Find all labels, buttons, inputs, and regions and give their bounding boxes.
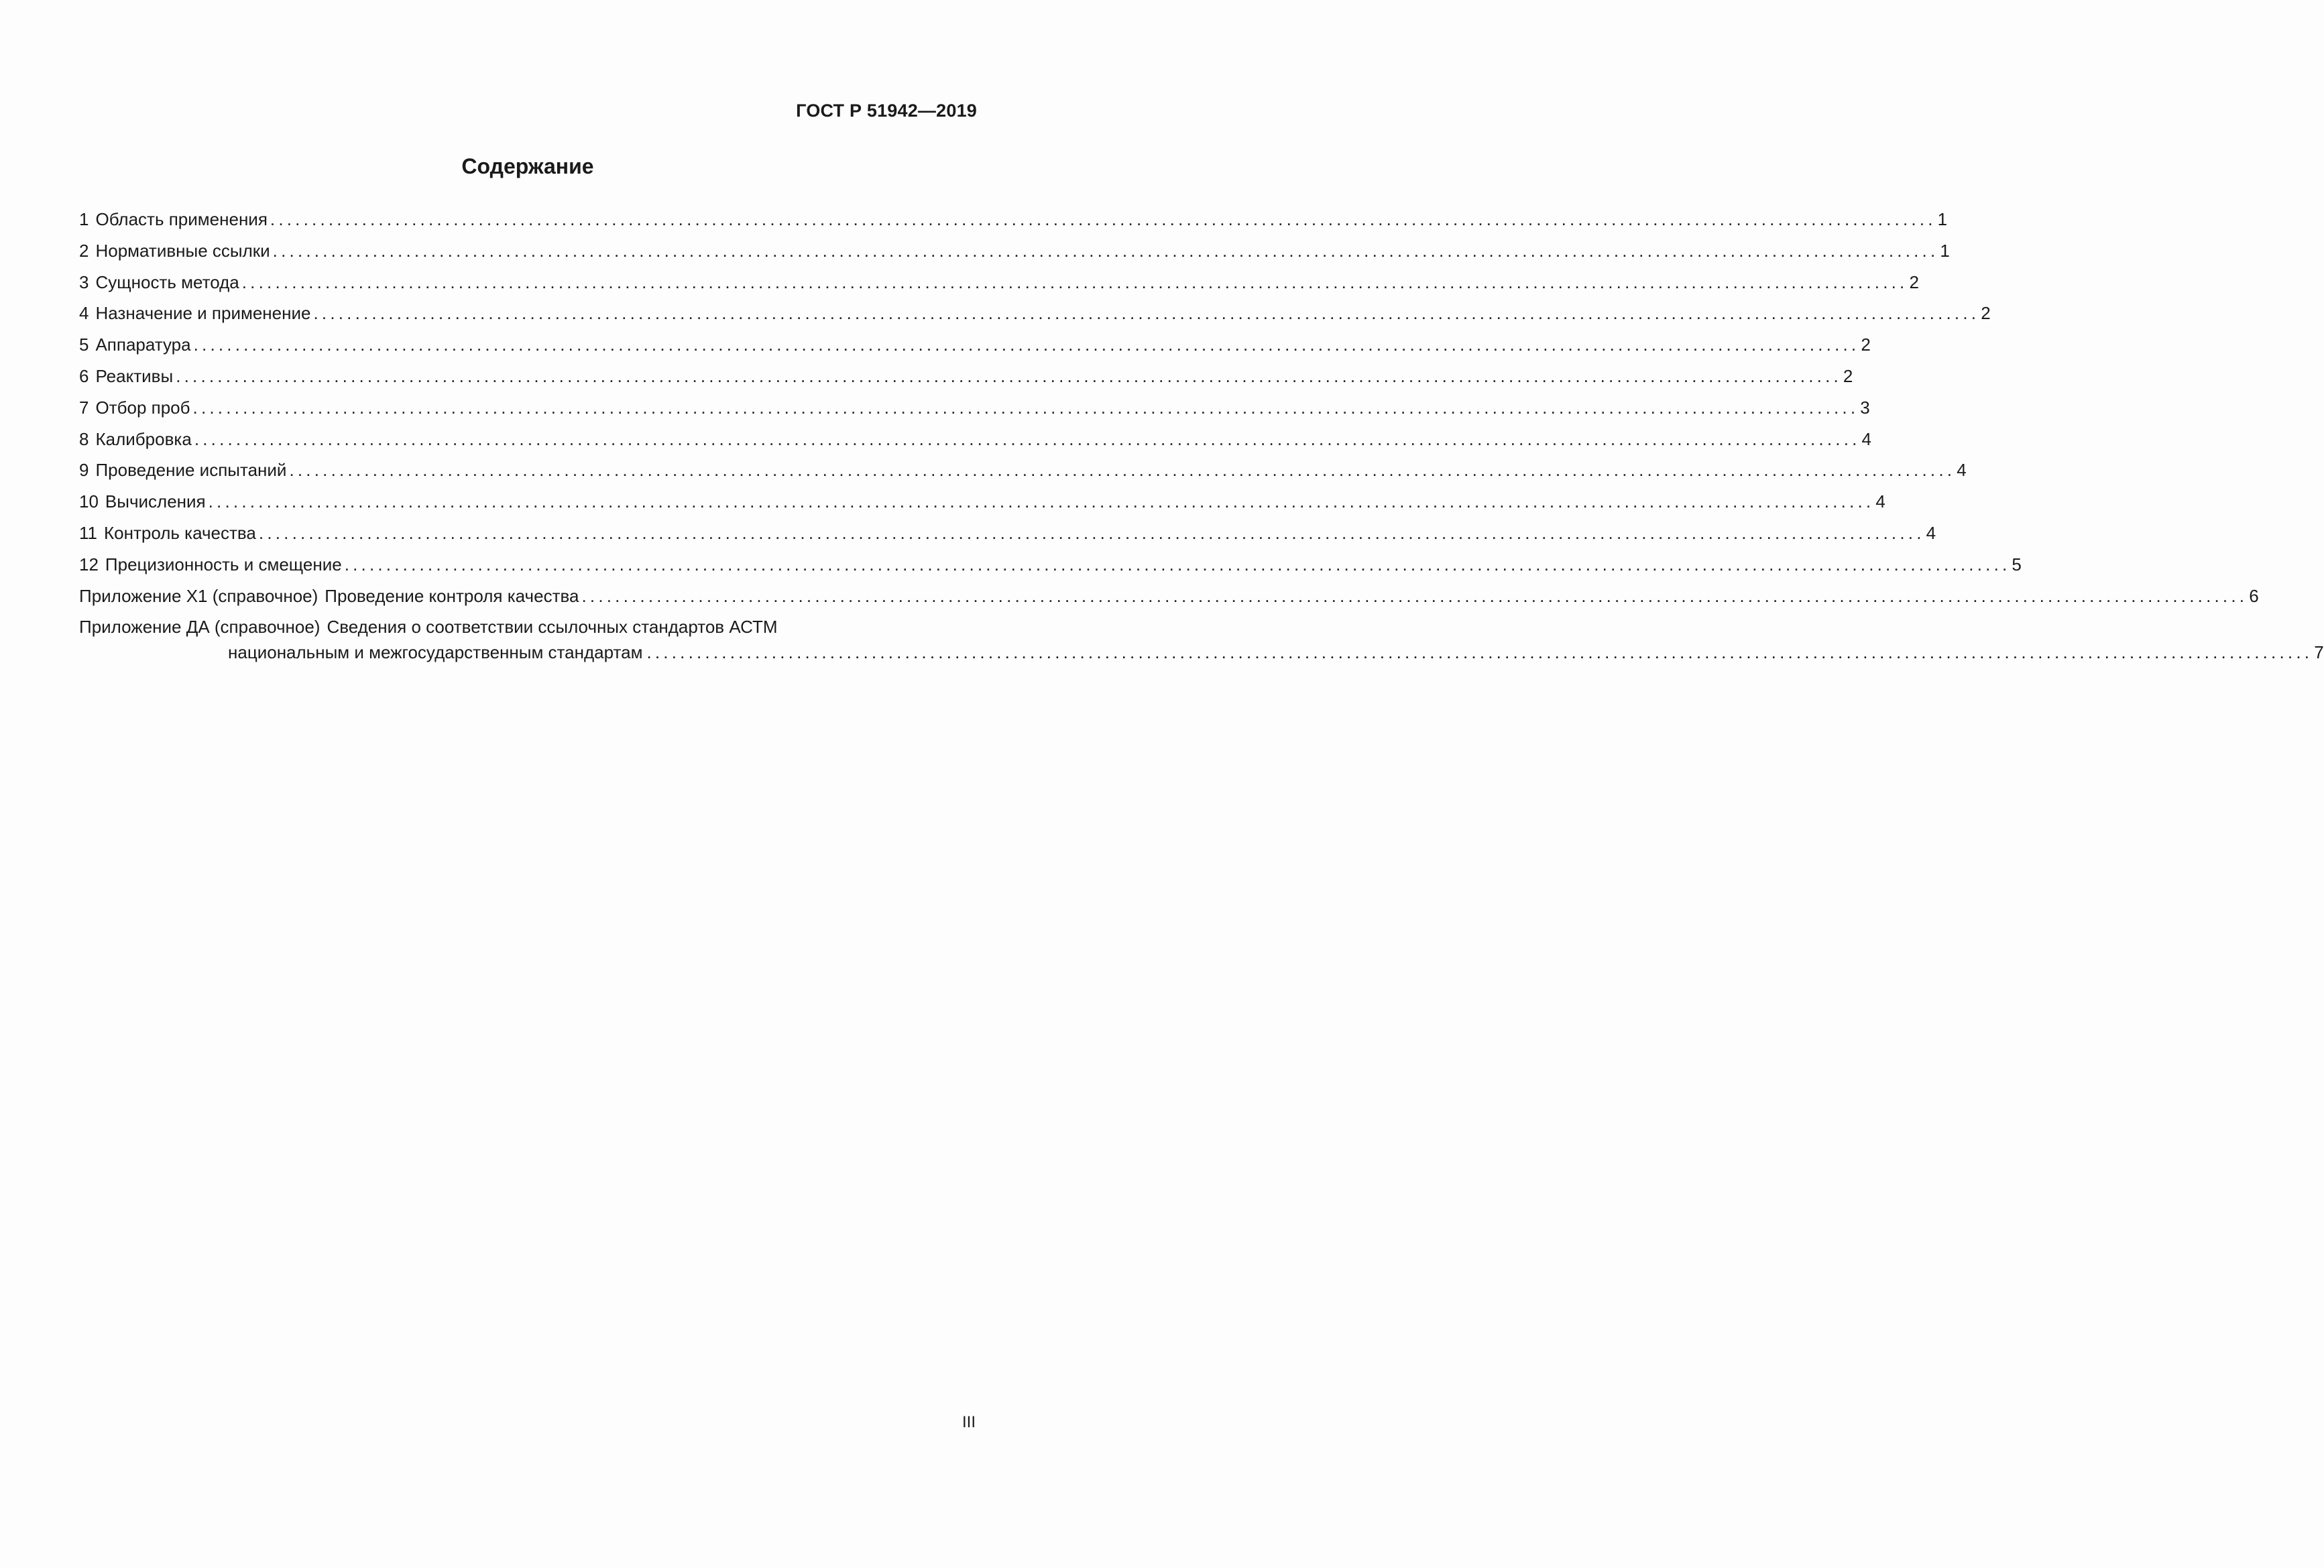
toc-entry-title: Контроль качества	[104, 522, 256, 543]
toc-entry-number: 7	[79, 397, 89, 418]
toc-entry-page: 1	[1937, 209, 1948, 229]
annex-prefix: Приложение Х1 (справочное)	[79, 585, 318, 606]
leader-dots: ........................................................................................................................................................................................................	[194, 428, 1861, 449]
toc-entry-number: 1	[79, 209, 89, 229]
toc-entry-title: Реактивы	[95, 365, 174, 386]
toc-entry-page: 2	[1981, 303, 1991, 324]
toc-entry-4[interactable]	[79, 302, 1991, 333]
document-code: ГОСТ Р 51942—2019	[796, 101, 977, 121]
toc-entry-page: 2	[1909, 272, 1919, 292]
toc-annex-da[interactable]	[79, 615, 2324, 668]
leader-dots: ........................................................................................................................................................................................................	[241, 272, 1908, 292]
leader-dots: ........................................................................................................................................................................................................	[344, 554, 2011, 575]
annex-prefix: Приложение ДА (справочное)	[79, 617, 321, 638]
leader-dots: ........................................................................................................................................................................................................	[258, 522, 1925, 543]
annex-title-line1: Сведения о соответствии ссылочных стандартов АСТМ	[327, 617, 778, 638]
toc-entry-page: 4	[1875, 491, 1885, 512]
toc-entry-title: Область применения	[95, 209, 268, 229]
leader-dots: ........................................................................................................................................................................................................	[192, 397, 1859, 418]
toc-entry-page: 5	[2012, 554, 2022, 575]
leader-dots: ........................................................................................................................................................................................................	[581, 585, 2248, 606]
leader-dots: ........................................................................................................................................................................................................	[176, 365, 1842, 386]
toc-entry-6[interactable]	[79, 365, 1853, 396]
annex-title: Проведение контроля качества	[325, 585, 579, 606]
toc-entry-page: 6	[2249, 585, 2259, 606]
leader-dots: ........................................................................................................................................................................................................	[646, 642, 2313, 663]
toc-entry-page: 2	[1861, 335, 1871, 355]
toc-entry-number: 11	[79, 522, 97, 543]
toc-entry-1[interactable]	[79, 208, 1948, 239]
toc-entry-number: 6	[79, 365, 89, 386]
toc-entry-11[interactable]	[79, 522, 1936, 553]
toc-entry-number: 2	[79, 240, 89, 261]
toc-entry-page: 4	[1861, 428, 1872, 449]
leader-dots: ........................................................................................................................................................................................................	[208, 491, 1875, 512]
toc-annex-x1[interactable]	[79, 585, 2259, 616]
toc-entry-10[interactable]	[79, 490, 1885, 522]
toc-entry-page: 4	[1957, 460, 1967, 481]
toc-entry-number: 8	[79, 428, 89, 449]
annex-title-line2: национальным и межгосударственным стандартам	[228, 642, 643, 663]
leader-dots: ........................................................................................................................................................................................................	[270, 209, 1936, 229]
toc-entry-12[interactable]	[79, 553, 2022, 585]
toc-entry-5[interactable]	[79, 333, 1871, 365]
toc-entry-title: Аппаратура	[95, 335, 191, 355]
toc-entry-page: 2	[1843, 365, 1853, 386]
toc-entry-title: Вычисления	[105, 491, 206, 512]
toc-entry-9[interactable]	[79, 459, 1967, 490]
toc-entry-8[interactable]	[79, 428, 1872, 459]
leader-dots: ........................................................................................................................................................................................................	[289, 460, 1956, 481]
leader-dots: ........................................................................................................................................................................................................	[313, 303, 1980, 324]
toc-entry-title: Отбор проб	[95, 397, 190, 418]
toc-entry-page: 1	[1940, 240, 1950, 261]
toc-entry-number: 9	[79, 460, 89, 481]
toc-entry-title: Нормативные ссылки	[95, 240, 270, 261]
toc-entry-page: 7	[2314, 642, 2324, 663]
toc-entry-7[interactable]	[79, 396, 1870, 428]
toc-entry-number: 3	[79, 272, 89, 292]
leader-dots: ........................................................................................................................................................................................................	[193, 335, 1860, 355]
toc-entry-title: Назначение и применение	[95, 303, 311, 324]
toc-entry-title: Калибровка	[95, 428, 192, 449]
toc-entry-2[interactable]	[79, 239, 1950, 271]
toc-entry-3[interactable]	[79, 271, 1919, 302]
toc-entry-number: 5	[79, 335, 89, 355]
toc-entry-page: 3	[1860, 397, 1870, 418]
toc-entry-number: 10	[79, 491, 99, 512]
toc-entry-title: Прецизионность и смещение	[105, 554, 342, 575]
page-number: III	[962, 1413, 976, 1431]
toc-entry-number: 12	[79, 554, 99, 575]
toc-entry-title: Сущность метода	[95, 272, 239, 292]
toc-entry-title: Проведение испытаний	[95, 460, 287, 481]
leader-dots: ........................................................................................................................................................................................................	[272, 240, 1939, 261]
toc-title: Содержание	[461, 154, 594, 178]
toc-entry-number: 4	[79, 303, 89, 324]
toc-entry-page: 4	[1926, 522, 1936, 543]
table-of-contents	[79, 208, 2324, 668]
